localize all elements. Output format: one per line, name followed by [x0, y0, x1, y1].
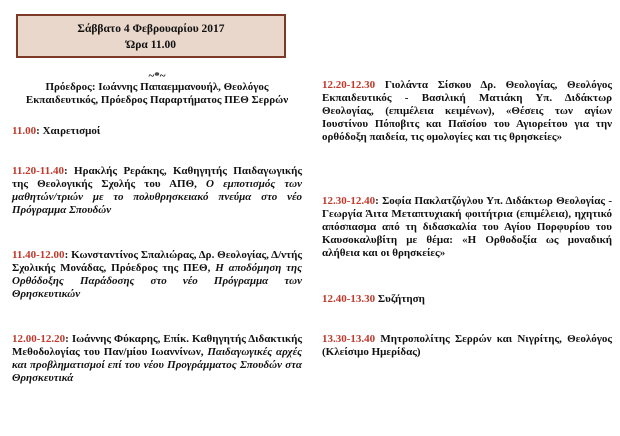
separator: ~*~: [148, 70, 166, 82]
program-item-5: [322, 79, 612, 144]
program-item-3: 11.40-12.00: Κωνσταντίνος Σπαλιώρας, Δρ. Θεολογίας, Δ/ντής Σχολικής Μονάδας, Πρόεδρος της ΠΕΘ, Η αποδόμηση της Ορθόδοξης Παράδοσης στο νέο Πρόγραμμα των Θρησκευτικών: [12, 249, 303, 300]
program-item-8: [322, 333, 612, 359]
program-time: 12.30-12.40: [322, 195, 376, 207]
program-text: Ιωάννης Φύκαρης, Επίκ. Καθηγητής Διδακτικής Μεθοδολογίας του Παν/μίου Ιωαννίνων,: [12, 333, 302, 358]
program-time: 12.40-13.30: [322, 293, 376, 305]
event-hour: Ώρα 11.00: [126, 39, 176, 51]
program-text: Μητροπολίτης Σερρών και Νιγρίτης, Θεολόγος (Κλείσιμο Ημερίδας): [322, 333, 613, 358]
program-item-6: 12.30-12.40: Σοφία Πακλατζόγλου Υπ. Διδάκτωρ Θεολογίας - Γεωργία Άιτα Μεταπτυχιακή φοιτήτρια (επιμέλεια), ηχητικό απόσπασμα από τη διδασκαλία του Αγίου Πορφυρίου του Καυσοκαλυβίτη με θέμα: «Η Ορθοδοξία ως μοναδική αλήθεια και οι θρησκείες»: [322, 195, 612, 259]
program-text: Συζήτηση: [377, 293, 425, 305]
program-time: 13.30-13.40: [322, 333, 376, 345]
program-item-4: 12.00-12.20: Ιωάννης Φύκαρης, Επίκ. Καθηγητής Διδακτικής Μεθοδολογίας του Παν/μίου Ιωαννίνων, Παιδαγωγικές αρχές και προβληματισμοί επί του νέου Προγράμματος Σπουδών στα Θρησκευτικά: [12, 333, 302, 384]
program-text: Χαιρετισμοί: [42, 125, 101, 137]
program-talk-title: Ο εμποτισμός των μαθητών/τριών με το πολυθρησκειακό πνεύμα στο νέο Πρόγραμμα Σπουδών: [12, 178, 302, 216]
date-header-box: [16, 14, 286, 58]
program-time: 11.20-11.40: [12, 165, 64, 177]
program-text: Ηρακλής Ρεράκης, Καθηγητής Παιδαγωγικής της Θεολογικής Σχολής του ΑΠΘ,: [12, 165, 302, 190]
program-text: Γιολάντα Σίσκου Δρ. Θεολογίας, Θεολόγος Εκπαιδευτικός - Βασιλική Ματιάκη Υπ. Διδάκτωρ Θεολογίας, (επιμέλεια κειμένων), «Θέσεις των αγίων Ιουστίνου Πόποβιτς και Παϊσίου του Αγιορείτου για την ορθόδοξη παιδεία, τις ομολογίες και τις θρησκείες»: [322, 79, 612, 143]
program-time: 11.00: [12, 125, 37, 137]
program-time: 12.20-12.30: [322, 79, 376, 91]
event-date: Σάββατο 4 Φεβρουαρίου 2017: [77, 23, 225, 35]
chair-text: Πρόεδρος: Ιωάννης Παπαεμμανουήλ, Θεολόγος Εκπαιδευτικός, Πρόεδρος Παραρτήματος ΠΕΘ Σερρών: [25, 81, 289, 106]
program-talk-title: Παιδαγωγικές αρχές και προβληματισμοί επί του νέου Προγράμματος Σπουδών στα Θρησκευτικά: [12, 346, 302, 384]
program-text: Σοφία Πακλατζόγλου Υπ. Διδάκτωρ Θεολογίας - Γεωργία Άιτα Μεταπτυχιακή φοιτήτρια (επιμέλεια), ηχητικό απόσπασμα από τη διδασκαλία του Αγίου Πορφυρίου του Καυσοκαλυβίτη με θέμα: «Η Ορθοδοξία ως μοναδική αλήθεια και οι θρησκείες»: [322, 195, 612, 259]
program-time: 12.00-12.20: [12, 333, 66, 345]
program-text: Κωνσταντίνος Σπαλιώρας, Δρ. Θεολογίας, Δ/ντής Σχολικής Μονάδας, Πρόεδρος της ΠΕΘ,: [12, 249, 302, 274]
program-item-1: 11.00: Χαιρετισμοί: [12, 125, 101, 137]
program-item-7: [322, 293, 612, 306]
program-item-2: 11.20-11.40: Ηρακλής Ρεράκης, Καθηγητής Παιδαγωγικής της Θεολογικής Σχολής του ΑΠΘ, Ο εμποτισμός των μαθητών/τριών με το πολυθρησκειακό πνεύμα στο νέο Πρόγραμμα Σπουδών: [12, 165, 302, 216]
program-talk-title: Η αποδόμηση της Ορθόδοξης Παράδοσης στο νέο Πρόγραμμα των Θρησκευτικών: [12, 262, 303, 300]
program-time: 11.40-12.00: [12, 249, 65, 261]
